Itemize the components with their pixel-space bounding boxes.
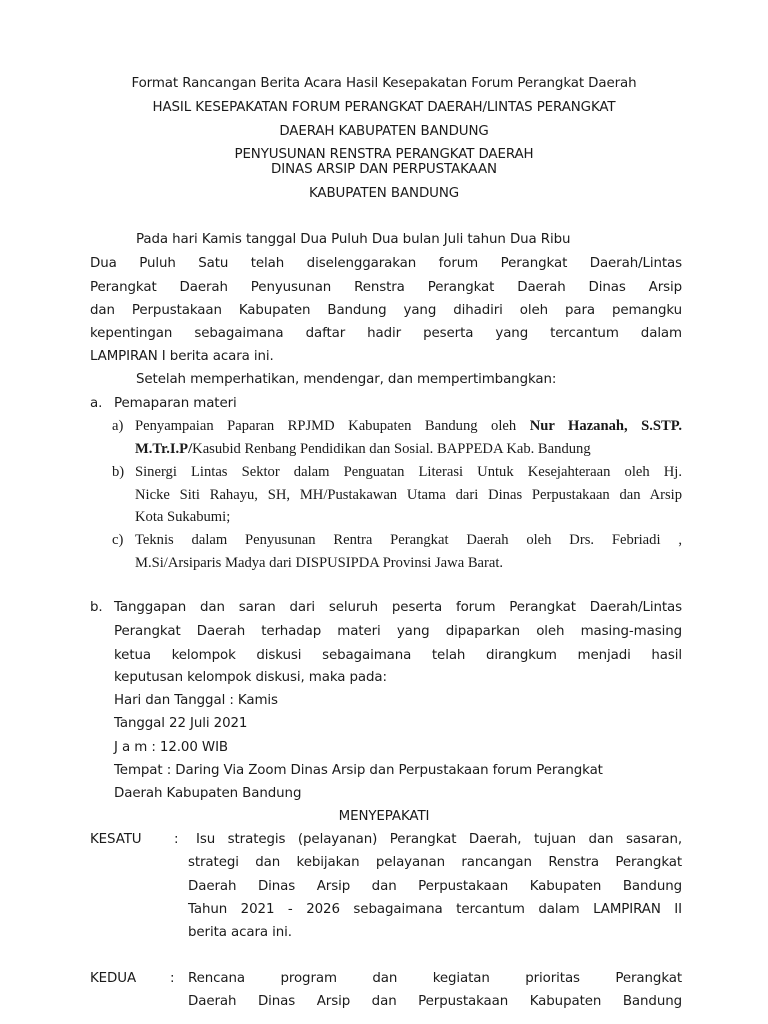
header-line-daerah: DAERAH KABUPATEN BANDUNG: [279, 124, 489, 139]
item-a-line-2-text: Kasubid Renbang Pendidikan dan Sosial. BAPPEDA Kab. Bandung: [192, 441, 591, 457]
kedua-line-2: Daerah Dinas Arsip dan Perpustakaan Kabupaten Bandung: [188, 994, 682, 1009]
kesatu-line-5: berita acara ini.: [188, 925, 292, 940]
kedua-line-1: Rencana program dan kegiatan prioritas Perangkat: [188, 971, 682, 986]
item-c-marker: c): [112, 532, 124, 548]
section-b-line-3: ketua kelompok diskusi sebagaimana telah dirangkum menjadi hasil: [114, 648, 682, 663]
kesatu-line-2: strategi dan kebijakan pelayanan rancangan Renstra Perangkat: [188, 855, 682, 870]
tempat-line-1: Tempat : Daring Via Zoom Dinas Arsip dan Perpustakaan forum Perangkat: [114, 763, 603, 778]
item-b-marker: b): [112, 464, 125, 480]
section-b-marker: b.: [90, 600, 103, 615]
hari-tanggal: Hari dan Tanggal : Kamis: [114, 693, 278, 708]
intro-line-6: LAMPIRAN I berita acara ini.: [90, 349, 274, 364]
kesatu-colon: :: [174, 832, 179, 847]
intro-line-1: Pada hari Kamis tanggal Dua Puluh Dua bulan Juli tahun Dua Ribu: [136, 232, 571, 247]
header-line-hasil: HASIL KESEPAKATAN FORUM PERANGKAT DAERAH/LINTAS PERANGKAT: [152, 100, 616, 115]
item-a-marker: a): [112, 418, 124, 434]
tanggal: Tanggal 22 Juli 2021: [114, 716, 248, 731]
section-a-title: Pemaparan materi: [114, 396, 237, 411]
section-b-line-1: Tanggapan dan saran dari seluruh peserta forum Perangkat Daerah/Lintas: [114, 600, 682, 615]
item-b-line-1: Sinergi Lintas Sektor dalam Penguatan Literasi Untuk Kesejahteraan oleh Hj.: [135, 464, 682, 480]
section-a-marker: a.: [90, 396, 103, 411]
kesatu-line-3: Daerah Dinas Arsip dan Perpustakaan Kabupaten Bandung: [188, 879, 682, 894]
header-line-dinas: DINAS ARSIP DAN PERPUSTAKAAN: [271, 162, 497, 177]
intro-line-4: dan Perpustakaan Kabupaten Bandung yang dihadiri oleh para pemangku: [90, 303, 682, 318]
kesatu-line-1: Isu strategis (pelayanan) Perangkat Daerah, tujuan dan sasaran,: [196, 832, 682, 847]
section-b-line-4: keputusan kelompok diskusi, maka pada:: [114, 670, 387, 685]
item-a-line-1: [135, 418, 682, 435]
tempat-line-2: Daerah Kabupaten Bandung: [114, 786, 302, 801]
kesatu-line-4: Tahun 2021 - 2026 sebagaimana tercantum dalam LAMPIRAN II: [188, 902, 682, 917]
kedua-colon: :: [170, 971, 175, 986]
item-b-line-3: Kota Sukabumi;: [135, 509, 231, 525]
item-a-speaker-name: Nur Hazanah, S.STP.: [529, 418, 682, 434]
item-c-line-1: Teknis dalam Penyusunan Rentra Perangkat Daerah oleh Drs. Febriadi ,: [135, 532, 682, 548]
header-line-kabupaten: KABUPATEN BANDUNG: [308, 186, 460, 201]
kedua-label: KEDUA: [90, 971, 137, 986]
menyepakati-heading: MENYEPAKATI: [338, 809, 430, 824]
item-c-line-2: M.Si/Arsiparis Madya dari DISPUSIPDA Provinsi Jawa Barat.: [135, 555, 504, 571]
item-a-speaker-title: M.Tr.I.P/: [135, 441, 193, 457]
intro-line-3: Perangkat Daerah Penyusunan Renstra Perangkat Daerah Dinas Arsip: [90, 280, 682, 295]
intro-line-2: Dua Puluh Satu telah diselenggarakan forum Perangkat Daerah/Lintas: [90, 256, 682, 271]
item-b-line-2: Nicke Siti Rahayu, SH, MH/Pustakawan Utama dari Dinas Perpustakaan dan Arsip: [135, 487, 682, 503]
section-b-line-2: Perangkat Daerah terhadap materi yang dipaparkan oleh masing-masing: [114, 624, 682, 639]
header-line-format: Format Rancangan Berita Acara Hasil Kesepakatan Forum Perangkat Daerah: [131, 76, 637, 91]
header-line-penyusunan: PENYUSUNAN RENSTRA PERANGKAT DAERAH: [234, 147, 534, 162]
kesatu-label: KESATU: [90, 832, 142, 847]
intro-line-5: kepentingan sebagaimana daftar hadir peserta yang tercantum dalam: [90, 326, 682, 341]
item-a-line-2: [135, 441, 591, 458]
item-a-line-1-text: Penyampaian Paparan RPJMD Kabupaten Bandung oleh: [135, 418, 517, 434]
jam: J a m : 12.00 WIB: [114, 740, 229, 755]
intro-line-7: Setelah memperhatikan, mendengar, dan mempertimbangkan:: [136, 372, 557, 387]
